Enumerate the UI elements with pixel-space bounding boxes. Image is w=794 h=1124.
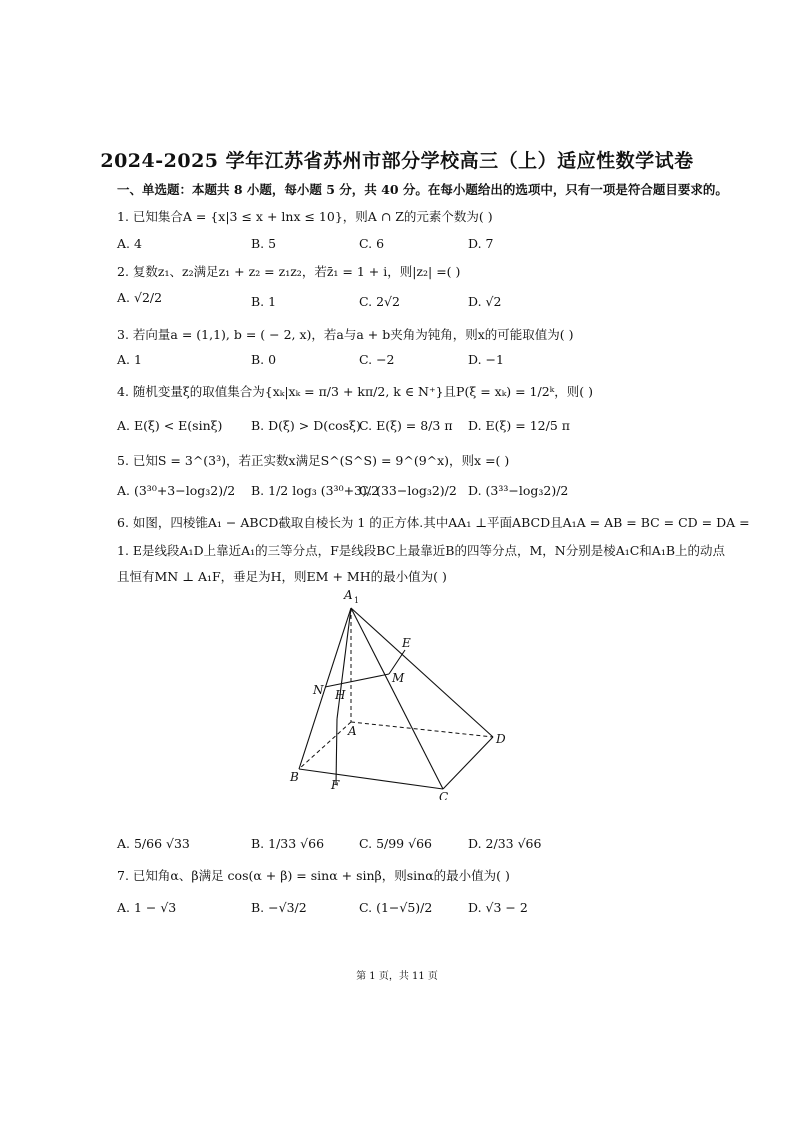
label-a: A bbox=[348, 724, 357, 738]
q7-option-c: C. (1−√5)/2 bbox=[359, 900, 433, 915]
q1-option-d: D. 7 bbox=[468, 236, 494, 251]
label-h: H bbox=[335, 688, 346, 702]
section-heading: 一、单选题：本题共 8 小题，每小题 5 分，共 40 分。在每小题给出的选项中，只有一项是符合题目要求的。 bbox=[117, 182, 728, 197]
question-6-stem-line-1: 6. 如图，四棱锥A₁ − ABCD截取自棱长为 1 的正方体.其中AA₁ ⊥平面ABCD且A₁A = AB = BC = CD = DA = bbox=[117, 515, 750, 530]
page-footer: 第 1 页，共 11 页 bbox=[356, 971, 438, 982]
label-e: E bbox=[402, 636, 411, 650]
q3-option-c: C. −2 bbox=[359, 352, 395, 367]
q3-option-b: B. 0 bbox=[251, 352, 277, 367]
q2-option-c: C. 2√2 bbox=[359, 294, 400, 309]
q6-option-a: A. 5/66 √33 bbox=[117, 836, 190, 851]
label-c: C bbox=[439, 790, 449, 800]
q1-text: 1. 已知集合A = {x|3 ≤ x + lnx ≤ 10}，则A ∩ Z的元素个数为( ) bbox=[117, 209, 493, 224]
q2-option-b: B. 1 bbox=[251, 294, 277, 309]
q5-option-b: B. 1/2 log₃ (3³⁰+3)/2 bbox=[251, 483, 380, 498]
edge-a-d bbox=[351, 722, 493, 737]
question-6-stem-line-2: 1. E是线段A₁D上靠近A₁的三等分点，F是线段BC上最靠近B的四等分点，M，N分别是棱A₁C和A₁B上的动点 bbox=[117, 543, 726, 558]
edge-a1-d bbox=[351, 608, 493, 737]
q7-option-b: B. −√3/2 bbox=[251, 900, 307, 915]
q5-option-d: D. (3³³−log₃2)/2 bbox=[468, 483, 569, 498]
q2-option-d: D. √2 bbox=[468, 294, 502, 309]
q5-option-c: C. (33−log₃2)/2 bbox=[359, 483, 457, 498]
q1-option-a: A. 4 bbox=[117, 236, 142, 251]
q4-option-a: A. E(ξ) < E(sinξ) bbox=[117, 418, 223, 433]
segment-a1-f-upper bbox=[337, 608, 351, 719]
label-n: N bbox=[313, 683, 324, 697]
q7-option-a: A. 1 − √3 bbox=[117, 900, 177, 915]
segment-a1-f bbox=[336, 719, 337, 785]
q2-option-a: A. √2/2 bbox=[117, 290, 163, 305]
edge-a1-c bbox=[351, 608, 443, 789]
label-m: M bbox=[392, 671, 405, 685]
edge-c-d bbox=[443, 737, 493, 789]
q6-option-b: B. 1/33 √66 bbox=[251, 836, 325, 851]
label-b: B bbox=[290, 770, 299, 784]
q1-option-c: C. 6 bbox=[359, 236, 385, 251]
pyramid-figure bbox=[280, 585, 520, 800]
q3-option-d: D. −1 bbox=[468, 352, 504, 367]
q3-option-a: A. 1 bbox=[117, 352, 142, 367]
q6-option-c: C. 5/99 √66 bbox=[359, 836, 432, 851]
question-5-stem: 5. 已知S = 3^(3³)，若正实数x满足S^(S^S) = 9^(9^x)，则x =( ) bbox=[117, 453, 510, 468]
q4-option-b: B. D(ξ) > D(cosξ) bbox=[251, 418, 361, 433]
label-a1-sub: 1 bbox=[354, 596, 360, 605]
edge-b-c bbox=[299, 769, 443, 789]
segment-n-m bbox=[325, 674, 389, 687]
q6-option-d: D. 2/33 √66 bbox=[468, 836, 542, 851]
question-2-stem: 2. 复数z₁、z₂满足z₁ + z₂ = z₁z₂，若z̄₁ = 1 + i，则|z₂| =( ) bbox=[117, 264, 461, 279]
q1-option-b: B. 5 bbox=[251, 236, 277, 251]
page-title: 2024-2025 学年江苏省苏州市部分学校高三（上）适应性数学试卷 bbox=[100, 150, 694, 172]
q5-option-a: A. (3³⁰+3−log₃2)/2 bbox=[117, 483, 236, 498]
question-3-stem: 3. 若向量a = (1,1), b = ( − 2, x)，若a与a + b夹角为钝角，则x的可能取值为( ) bbox=[117, 327, 574, 342]
q4-option-c: C. E(ξ) = 8/3 π bbox=[359, 418, 453, 433]
q7-option-d: D. √3 − 2 bbox=[468, 900, 528, 915]
question-6-stem-line-3: 且恒有MN ⊥ A₁F，垂足为H，则EM + MH的最小值为( ) bbox=[117, 569, 447, 584]
label-f: F bbox=[331, 778, 340, 792]
question-1-stem bbox=[117, 207, 493, 225]
label-d: D bbox=[496, 732, 506, 746]
label-a1: A bbox=[344, 588, 353, 602]
question-4-stem: 4. 随机变量ξ的取值集合为{xₖ|xₖ = π/3 + kπ/2, k ∈ N⁺}且P(ξ = xₖ) = 1/2ᵏ，则( ) bbox=[117, 384, 593, 399]
question-7-stem: 7. 已知角α、β满足 cos(α + β) = sinα + sinβ，则sinα的最小值为( ) bbox=[117, 868, 510, 883]
q4-option-d: D. E(ξ) = 12/5 π bbox=[468, 418, 570, 433]
